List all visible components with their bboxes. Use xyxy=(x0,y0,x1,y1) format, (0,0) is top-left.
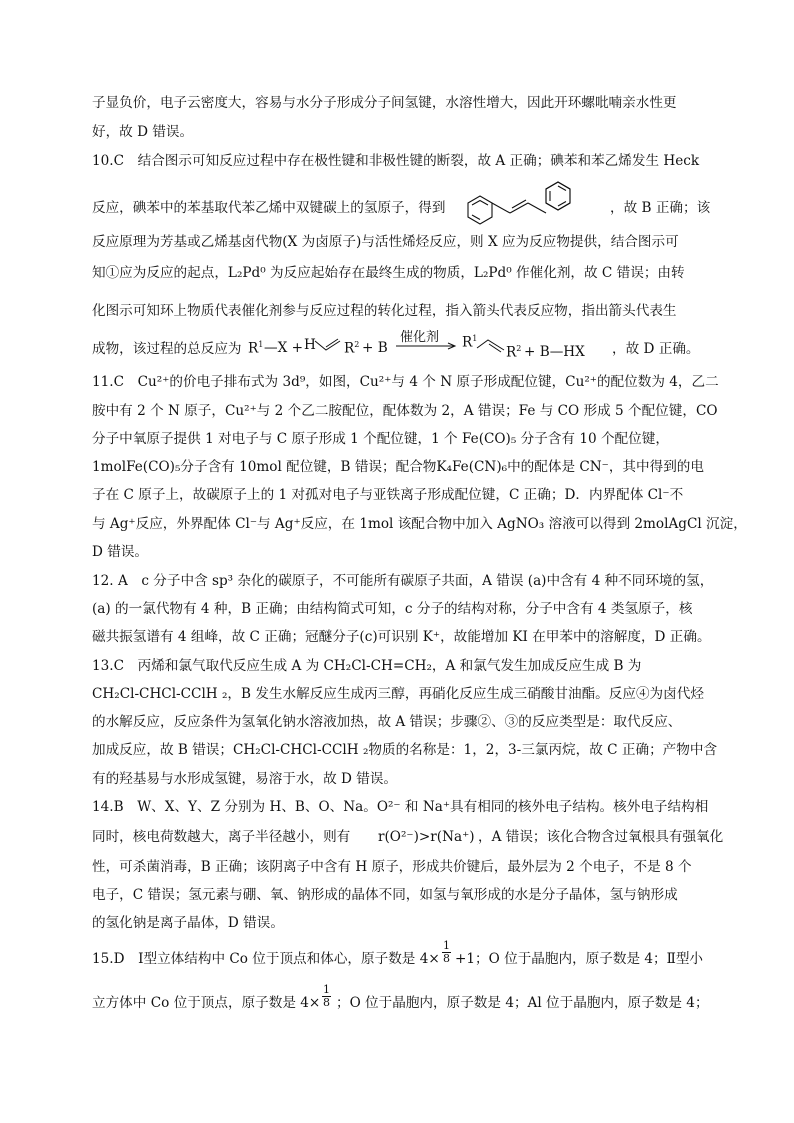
product-r2: $R^2$ xyxy=(506,344,522,361)
text-line: 知①应为反应的起点，L₂Pd⁰ 为反应起始存在最终生成的物质，L₂Pd⁰ 作催化剂，故 C 错误；由转 xyxy=(92,265,685,281)
product-r1: $R^1$ xyxy=(462,334,478,351)
text-line: 的氢化钠是离子晶体，D 错误。 xyxy=(92,915,284,931)
text-line: CH₂Cl-CHCl-CClH ₂，B 发生水解反应生成丙三醇，再硝化反应生成三硝酸甘油酯。反应④为卤代烃 xyxy=(92,686,704,702)
text-line: +1；O 位于晶胞内，原子数是 4；Ⅱ型小 xyxy=(455,951,704,967)
reactant-x: —X + xyxy=(264,340,303,356)
text-line: 14.B W、X、Y、Z 分别为 H、B、O、Na。O²⁻ 和 Na⁺具有相同的核外电子结构。核外电子结构相 xyxy=(92,799,709,815)
text-line: D 错误。 xyxy=(92,544,149,560)
text-line: 分子中氧原子提供 1 对电子与 C 原子形成 1 个配位键，1 个 Fe(CO)₅ 分子含有 10 个配位键， xyxy=(92,431,669,447)
text-line: 的水解反应，反应条件为氢氧化钠水溶液加热，故 A 错误；步骤②、③的反应类型是：取代反应、 xyxy=(92,714,682,730)
text-line: 立方体中 Co 位于顶点，原子数是 4× xyxy=(92,995,321,1011)
text-line: 13.C 丙烯和氯气取代反应生成 A 为 CH₂Cl-CH=CH₂，A 和氯气发生加成反应生成 B 为 xyxy=(92,658,642,674)
text-line: 与 Ag⁺反应，外界配体 Cl⁻与 Ag⁺反应，在 1mol 该配合物中加入 AgNO₃ 溶液可以得到 2molAgCl 沉淀， xyxy=(92,516,747,532)
reactant-r1: $R^1$ xyxy=(248,340,264,357)
text-line: 10.C 结合图示可知反应过程中存在极性键和非极性键的断裂，故 A 正确；碘苯和苯乙烯发生 Heck xyxy=(92,153,700,169)
text-line: (a) 的一氯代物有 4 种，B 正确；由结构简式可知，c 分子的结构对称，分子中含有 4 类氢原子，核 xyxy=(92,601,693,617)
catalyst-label: 催化剂 xyxy=(400,330,440,345)
text-line: 11.C Cu²⁺的价电子排布式为 3d⁹，如图，Cu²⁺与 4 个 N 原子形成配位键，Cu²⁺的配位数为 4，乙二 xyxy=(92,374,719,390)
fraction-one-eighth: $\frac{1}{8}$ xyxy=(443,939,450,965)
text-line: 成物，该过程的总反应为 xyxy=(92,341,242,357)
text-line: 好，故 D 错误。 xyxy=(92,124,194,140)
text-line: 化图示可知环上物质代表催化剂参与反应过程的转化过程，指入箭头代表反应物，指出箭头代表生 xyxy=(92,303,677,319)
text-line: 反应，碘苯中的苯基取代苯乙烯中双键碳上的氢原子，得到 xyxy=(92,200,446,216)
reaction-arrow-icon xyxy=(396,342,458,350)
text-line: 同时，核电荷数越大，离子半径越小，则有 xyxy=(92,829,351,845)
text-line: 15.D Ⅰ型立体结构中 Co 位于顶点和体心，原子数是 4× xyxy=(92,951,440,967)
product-bond-icon xyxy=(476,338,506,354)
alkene-h: H xyxy=(304,337,316,353)
text-line: 磁共振氢谱有 4 组峰，故 C 正确；冠醚分子(c)可识别 K⁺，故能增加 KI 在甲苯中的溶解度，D 正确。 xyxy=(92,629,711,645)
text-line: ，A 错误；该化合物含过氧根具有强氧化 xyxy=(478,829,724,845)
text-line: 性，可杀菌消毒，B 正确；该阴离子中含有 H 原子，形成共价键后，最外层为 2 个电子，不是 8 个 xyxy=(92,859,692,875)
stilbene-structure xyxy=(458,173,606,231)
text-line: 12. A c 分子中含 sp³ 杂化的碳原子，不可能所有碳原子共面，A 错误 (a)中含有 4 种不同环境的氢， xyxy=(92,573,714,589)
alkene-bond-icon xyxy=(314,338,342,354)
text-line: ；O 位于晶胞内，原子数是 4；Al 位于晶胞内，原子数是 4； xyxy=(336,995,709,1011)
text-line: 加成反应，故 B 错误；CH₂Cl-CHCl-CClH ₂物质的名称是：1，2，3-三氯丙烷，故 C 正确；产物中含 xyxy=(92,742,718,758)
text-line: 有的羟基易与水形成氢键，易溶于水，故 D 错误。 xyxy=(92,771,398,787)
reactant-b: + B xyxy=(362,340,388,356)
text-line: 胺中有 2 个 N 原子，Cu²⁺与 2 个乙二胺配位，配体数为 2，A 错误；Fe 与 CO 形成 5 个配位键，CO xyxy=(92,403,718,419)
text-line: ，故 B 正确；该 xyxy=(610,200,711,216)
reactant-r2: $R^2$ xyxy=(344,340,360,357)
text-line: 电子，C 错误；氢元素与硼、氧、钠形成的晶体不同，如氢与氧形成的水是分子晶体，氢与钠形成 xyxy=(92,887,678,903)
text-line: ，故 D 正确。 xyxy=(612,341,700,357)
fraction-one-eighth: $\frac{1}{8}$ xyxy=(323,983,330,1009)
text-line: 子在 C 原子上，故碳原子上的 1 对孤对电子与亚铁离子形成配位键，C 正确；D．内界配体 Cl⁻不 xyxy=(92,487,684,503)
product-tail: + B—HX xyxy=(524,344,585,360)
text-line: 子显负价，电子云密度大，容易与水分子形成分子间氢键，水溶性增大，因此开环螺吡喃亲水性更 xyxy=(92,95,677,111)
ionic-radius-expression: r(O²⁻)>r(Na⁺) xyxy=(378,829,475,845)
reaction-scheme xyxy=(248,326,608,362)
text-line: 反应原理为芳基或乙烯基卤代物(X 为卤原子)与活性烯烃反应，则 X 应为反应物提供，结合图示可 xyxy=(92,234,679,250)
text-line: 1molFe(CO)₅分子含有 10mol 配位键，B 错误；配合物K₄Fe(CN)₆中的配体是 CN⁻，其中得到的电 xyxy=(92,459,704,475)
